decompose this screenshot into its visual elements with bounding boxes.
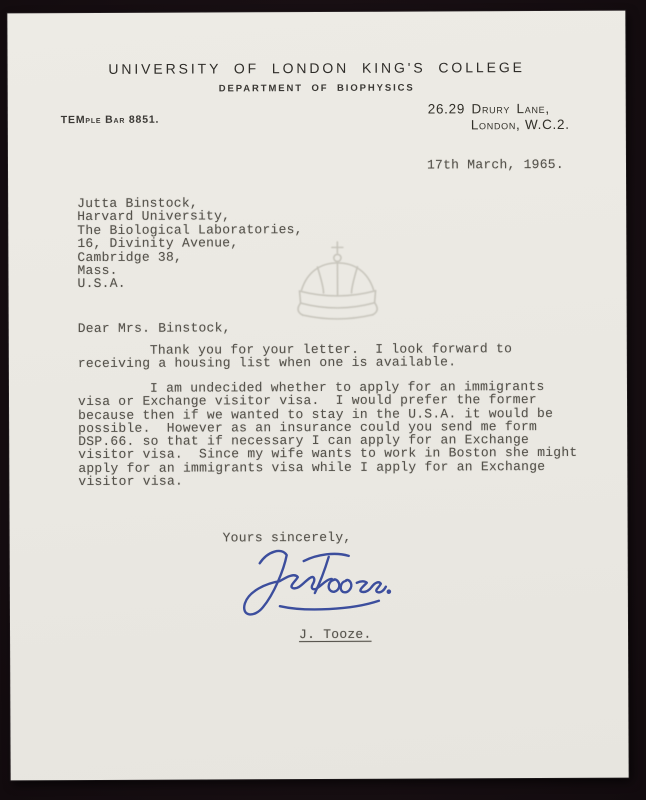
letter-paper <box>7 11 628 781</box>
text-line: possible. However as an insurance could you send me form <box>78 418 538 436</box>
letterhead-address-line1: 26.29 Drury Lane, <box>427 100 550 117</box>
letterhead-institution: UNIVERSITY OF LONDON KING'S COLLEGE <box>108 59 525 77</box>
text-line: U.S.A. <box>77 276 126 292</box>
text-line: Mass. <box>77 262 118 279</box>
text-line: Jutta Binstock, <box>77 195 198 212</box>
body-paragraph-2 <box>78 380 578 489</box>
closing: Yours sincerely, <box>222 529 352 546</box>
body-paragraph-1 <box>78 342 512 370</box>
text-line: DSP.66. so that if necessary I can apply for an Exchange <box>78 432 530 450</box>
text-line: The Biological Laboratories, <box>77 221 303 238</box>
text-line: visa or Exchange visitor visa. I would prefer the former <box>77 392 537 410</box>
letterhead-address-line2: London, W.C.2. <box>470 116 570 133</box>
text-line: 16, Divinity Avenue, <box>77 235 239 252</box>
salutation: Dear Mrs. Binstock, <box>77 320 231 337</box>
letterhead-phone: TEMple Bar 8851. <box>60 113 160 127</box>
signature-handwritten <box>236 546 398 629</box>
text-line: because then if we wanted to stay in the U.S.A. it would be <box>78 405 554 423</box>
text-line: receiving a housing list when one is available. <box>77 354 457 372</box>
text-line: visitor visa. Since my wife wants to work in Boston she might <box>78 445 578 463</box>
letterhead-department: DEPARTMENT OF BIOPHYSICS <box>218 82 415 95</box>
recipient-address <box>77 196 303 291</box>
text-line: Thank you for your letter. I look forward to <box>149 341 513 358</box>
text-line: I am undecided whether to apply for an immigrants <box>149 379 545 396</box>
text-line: visitor visa. <box>78 473 184 490</box>
letter-date: 17th March, 1965. <box>426 156 564 173</box>
typed-signature-name: J. Tooze. <box>299 626 372 643</box>
text-line: Harvard University, <box>77 208 231 225</box>
text-line: apply for an immigrants visa while I apply for an Exchange <box>78 458 546 476</box>
text-line: Cambridge 38, <box>77 249 183 265</box>
